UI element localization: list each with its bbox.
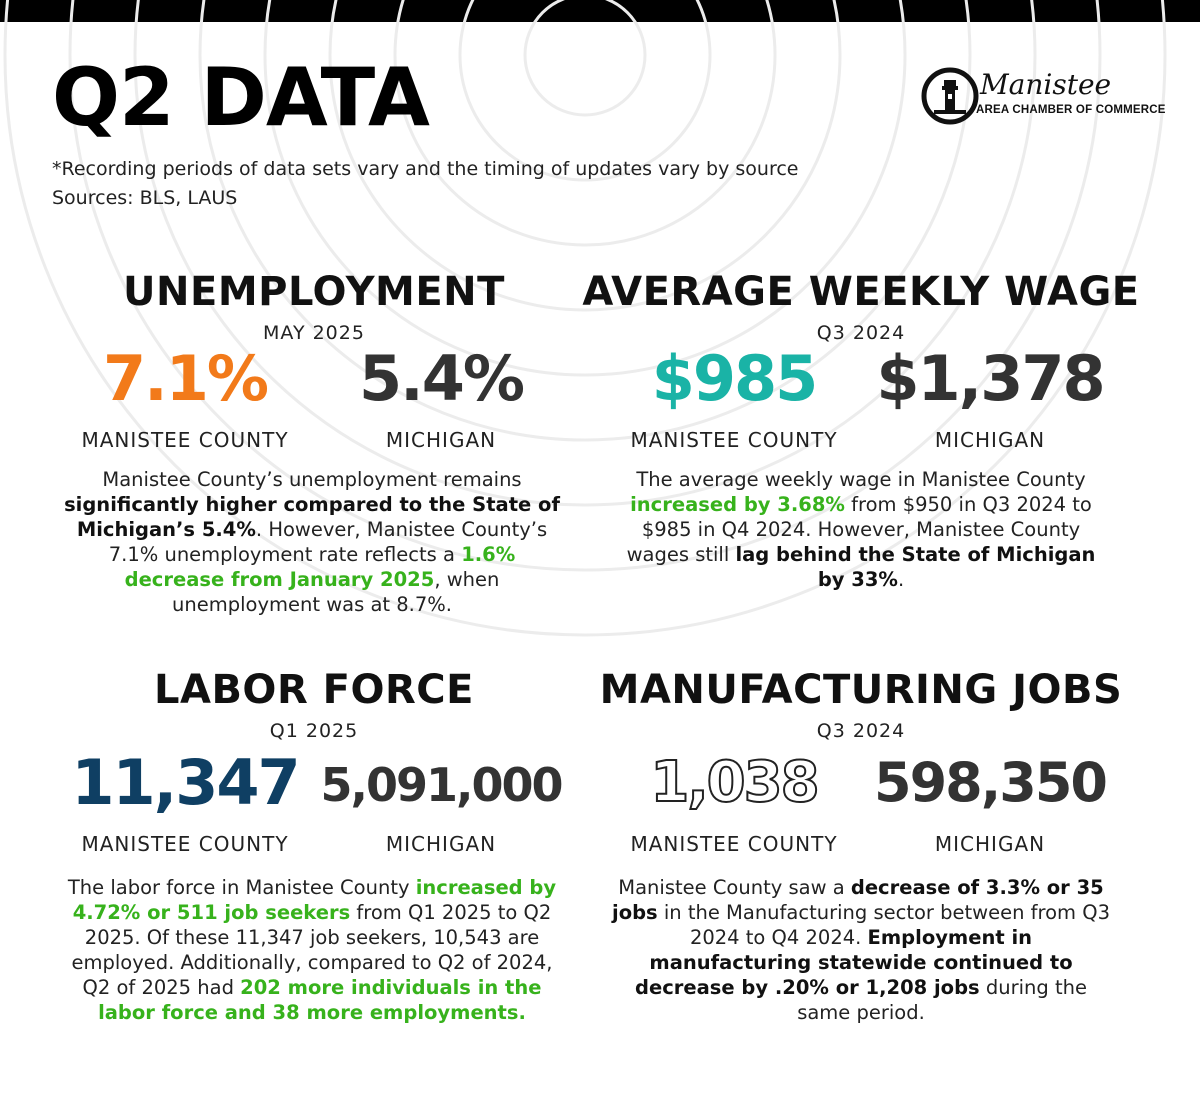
labor-period: Q1 2025: [269, 720, 359, 742]
wage-desc-bold: lag behind the State of Michigan by 33%: [735, 543, 1096, 591]
manufacturing-county-label: MANISTEE COUNTY: [630, 832, 838, 856]
unemployment-desc-text: . However, Manistee County’s 7.1% unemployment rate reflects a: [108, 518, 548, 566]
wage-title: AVERAGE WEEKLY WAGE: [582, 269, 1140, 315]
wage-desc-text: from $950 in Q3 2024 to $985 in Q4 2024. However, Manistee County wages still: [626, 493, 1092, 566]
unemployment-title: UNEMPLOYMENT: [123, 269, 505, 315]
labor-description: [62, 875, 562, 1025]
manufacturing-desc-text: during the same period.: [797, 976, 1087, 1024]
wage-county-label: MANISTEE COUNTY: [630, 428, 838, 452]
unemployment-desc-bold: significantly higher compared to the State of Michigan’s 5.4%: [64, 493, 560, 541]
labor-county-label: MANISTEE COUNTY: [81, 832, 289, 856]
unemployment-desc-text: Manistee County’s unemployment remains: [102, 468, 522, 491]
wage-desc-text: The average weekly wage in Manistee County: [636, 468, 1086, 491]
manufacturing-title: MANUFACTURING JOBS: [599, 667, 1123, 713]
labor-state-stat: [306, 752, 576, 856]
manufacturing-county-value: 1,038: [650, 750, 818, 815]
wage-description: [611, 467, 1111, 592]
page-title: Q2 DATA: [52, 51, 429, 144]
manufacturing-county-stat: [599, 752, 869, 856]
labor-county-stat: [50, 746, 320, 856]
manufacturing-description: [611, 875, 1111, 1025]
manufacturing-state-label: MICHIGAN: [934, 832, 1046, 856]
manufacturing-desc-bold: decrease of 3.3% or 35 jobs: [612, 876, 1104, 924]
wage-state-label: MICHIGAN: [934, 428, 1046, 452]
wage-section: [571, 269, 1151, 344]
labor-desc-text: The labor force in Manistee County: [67, 876, 416, 899]
unemployment-county-stat: [50, 342, 320, 452]
unemployment-state-stat: [306, 342, 576, 452]
labor-section: [24, 667, 604, 742]
manufacturing-period: Q3 2024: [816, 720, 906, 742]
wage-county-value: $985: [651, 342, 817, 415]
wage-state-stat: [855, 342, 1125, 452]
labor-desc-highlight: 202 more individuals in the labor force and 38 more employments.: [98, 976, 542, 1024]
unemployment-desc-text: , when unemployment was at 8.7%.: [172, 568, 500, 616]
top-bar: [0, 0, 1200, 22]
manufacturing-state-value: 598,350: [874, 751, 1106, 814]
unemployment-state-label: MICHIGAN: [385, 428, 497, 452]
manufacturing-state-stat: [855, 752, 1125, 856]
lighthouse-icon: [920, 66, 980, 126]
wage-desc-text: .: [897, 568, 905, 591]
wage-state-value: $1,378: [876, 342, 1104, 415]
manufacturing-section: [571, 667, 1151, 742]
manufacturing-desc-bold: Employment in manufacturing statewide continued to decrease by .20% or 1,208 jobs: [635, 926, 1073, 999]
chamber-logo: [920, 66, 1166, 126]
unemployment-desc-highlight: 1.6% decrease from January 2025: [124, 543, 516, 591]
labor-desc-text: from Q1 2025 to Q2 2025. Of these 11,347 job seekers, 10,543 are employed. Additionally, compared to Q2 of 2024, Q2 of 2025 had: [71, 901, 553, 999]
unemployment-county-value: 7.1%: [103, 342, 267, 415]
wage-county-stat: [599, 342, 869, 452]
header-notes: [52, 155, 799, 213]
unemployment-section: [24, 269, 604, 344]
logo-name: Manistee: [980, 68, 1112, 101]
recording-note: *Recording periods of data sets vary and the timing of updates vary by source: [52, 158, 799, 180]
unemployment-description: [62, 467, 562, 617]
labor-county-value: 11,347: [71, 746, 299, 819]
unemployment-state-value: 5.4%: [359, 342, 523, 415]
manufacturing-desc-text: Manistee County saw a: [618, 876, 851, 899]
labor-state-label: MICHIGAN: [385, 832, 497, 856]
wage-period: Q3 2024: [816, 322, 906, 344]
labor-title: LABOR FORCE: [154, 667, 474, 713]
sources-note: Sources: BLS, LAUS: [52, 187, 238, 209]
labor-desc-highlight: increased by 4.72% or 511 job seekers: [72, 876, 557, 924]
labor-state-value: 5,091,000: [320, 758, 562, 812]
unemployment-county-label: MANISTEE COUNTY: [81, 428, 289, 452]
unemployment-period: MAY 2025: [263, 322, 365, 344]
logo-subtitle: AREA CHAMBER OF COMMERCE: [976, 104, 1166, 116]
manufacturing-desc-text: in the Manufacturing sector between from Q3 2024 to Q4 2024.: [657, 901, 1110, 949]
wage-desc-highlight: increased by 3.68%: [630, 493, 845, 516]
